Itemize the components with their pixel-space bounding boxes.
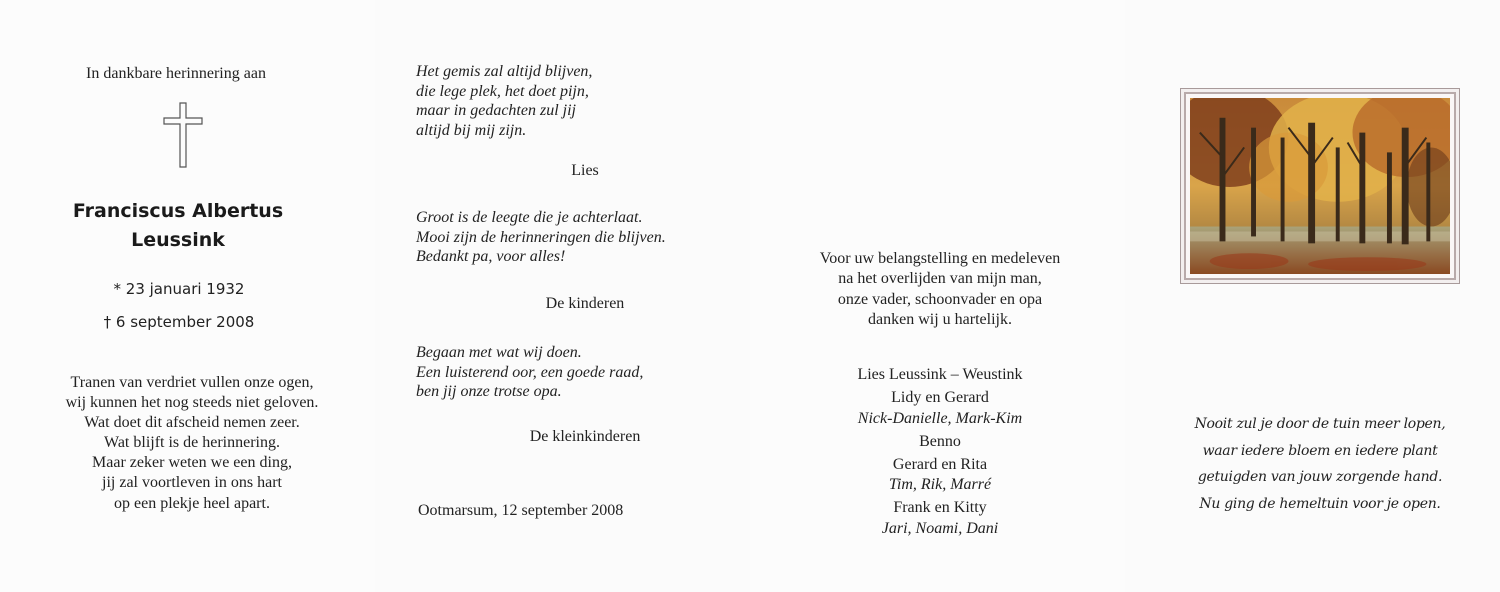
verse-line: maar in gedachten zul jij [416,102,576,120]
thanks-text [750,249,1130,330]
verse-line: Een luisterend oor, een goede raad, [416,363,644,381]
family-children: Nick-Danielle, Mark-Kim [857,409,1023,427]
verse-line: Het gemis zal altijd blijven, [416,63,593,80]
verse-line: ben jij onze trotse opa. [416,383,562,401]
name-line-2: Leussink [131,229,225,251]
thanks-line: na het overlijden van mijn man, [838,270,1042,288]
family-name: Benno [919,432,961,450]
family-children: Jari, Noami, Dani [881,519,999,537]
poem-line: Nu ging de hemeltuin voor je open. [1199,495,1441,512]
photo-frame [1180,88,1460,284]
family-name: Lidy en Gerard [891,389,989,406]
family-name: Frank en Kitty [893,499,987,516]
poem-line: Nooit zul je door de tuin meer lopen, [1194,416,1446,432]
autumn-park-image [1184,92,1456,280]
verse-line: die lege plek, het doet pijn, [416,82,589,100]
latin-cross-icon [161,102,205,168]
back-panel [1125,0,1500,592]
birth-date: * 23 januari 1932 [113,280,245,298]
intro-text: In dankbare herinnering aan [86,65,266,82]
verse-wife [416,62,736,141]
poem-line: Tranen van verdriet vullen onze ogen, [70,374,314,391]
closing-poem [1180,411,1460,517]
verse-line: Groot is de leegte die je achterlaat. [416,209,643,226]
poem-line: Maar zeker weten we een ding, [92,454,292,472]
deceased-name [0,197,356,255]
thanks-panel [750,0,1125,592]
signature-children: De kinderen [545,295,625,312]
verse-children [416,208,736,267]
family-name: Lies Leussink – Weustink [857,366,1023,383]
poem-line: getuigden van jouw zorgende hand. [1197,469,1443,485]
thanks-line: danken wij u hartelijk. [868,310,1012,328]
death-date: † 6 september 2008 [103,313,255,331]
front-panel [0,0,375,592]
poem-line: Wat blijft is de herinnering. [104,434,280,452]
poem-line: jij zal voortleven in ons hart [102,474,282,492]
family-name: Gerard en Rita [892,455,988,473]
family-children: Tim, Rik, Marré [888,476,992,493]
memorial-poem [0,373,384,514]
poem-line: Wat doet dit afscheid nemen zeer. [84,414,300,432]
verse-grandchildren [416,343,736,402]
signature-wife: Lies [571,162,599,179]
signature-grandchildren: De kleinkinderen [529,428,641,445]
verses-panel [375,0,750,592]
verse-line: altijd bij mij zijn. [416,122,527,140]
verse-line: Bedankt pa, voor alles! [416,248,566,266]
place-date: Ootmarsum, 12 september 2008 [418,502,624,519]
thanks-line: onze vader, schoonvader en opa [837,290,1043,308]
name-line-1: Franciscus Albertus [72,200,284,222]
thanks-line: Voor uw belangstelling en medeleven [819,250,1061,267]
poem-line: op een plekje heel apart. [114,494,270,512]
family-list [750,365,1130,539]
verse-line: Begaan met wat wij doen. [416,344,582,361]
poem-line: waar iedere bloem en iedere plant [1202,442,1438,459]
verse-line: Mooi zijn de herinneringen die blijven. [416,228,666,246]
poem-line: wij kunnen het nog steeds niet geloven. [65,394,319,412]
